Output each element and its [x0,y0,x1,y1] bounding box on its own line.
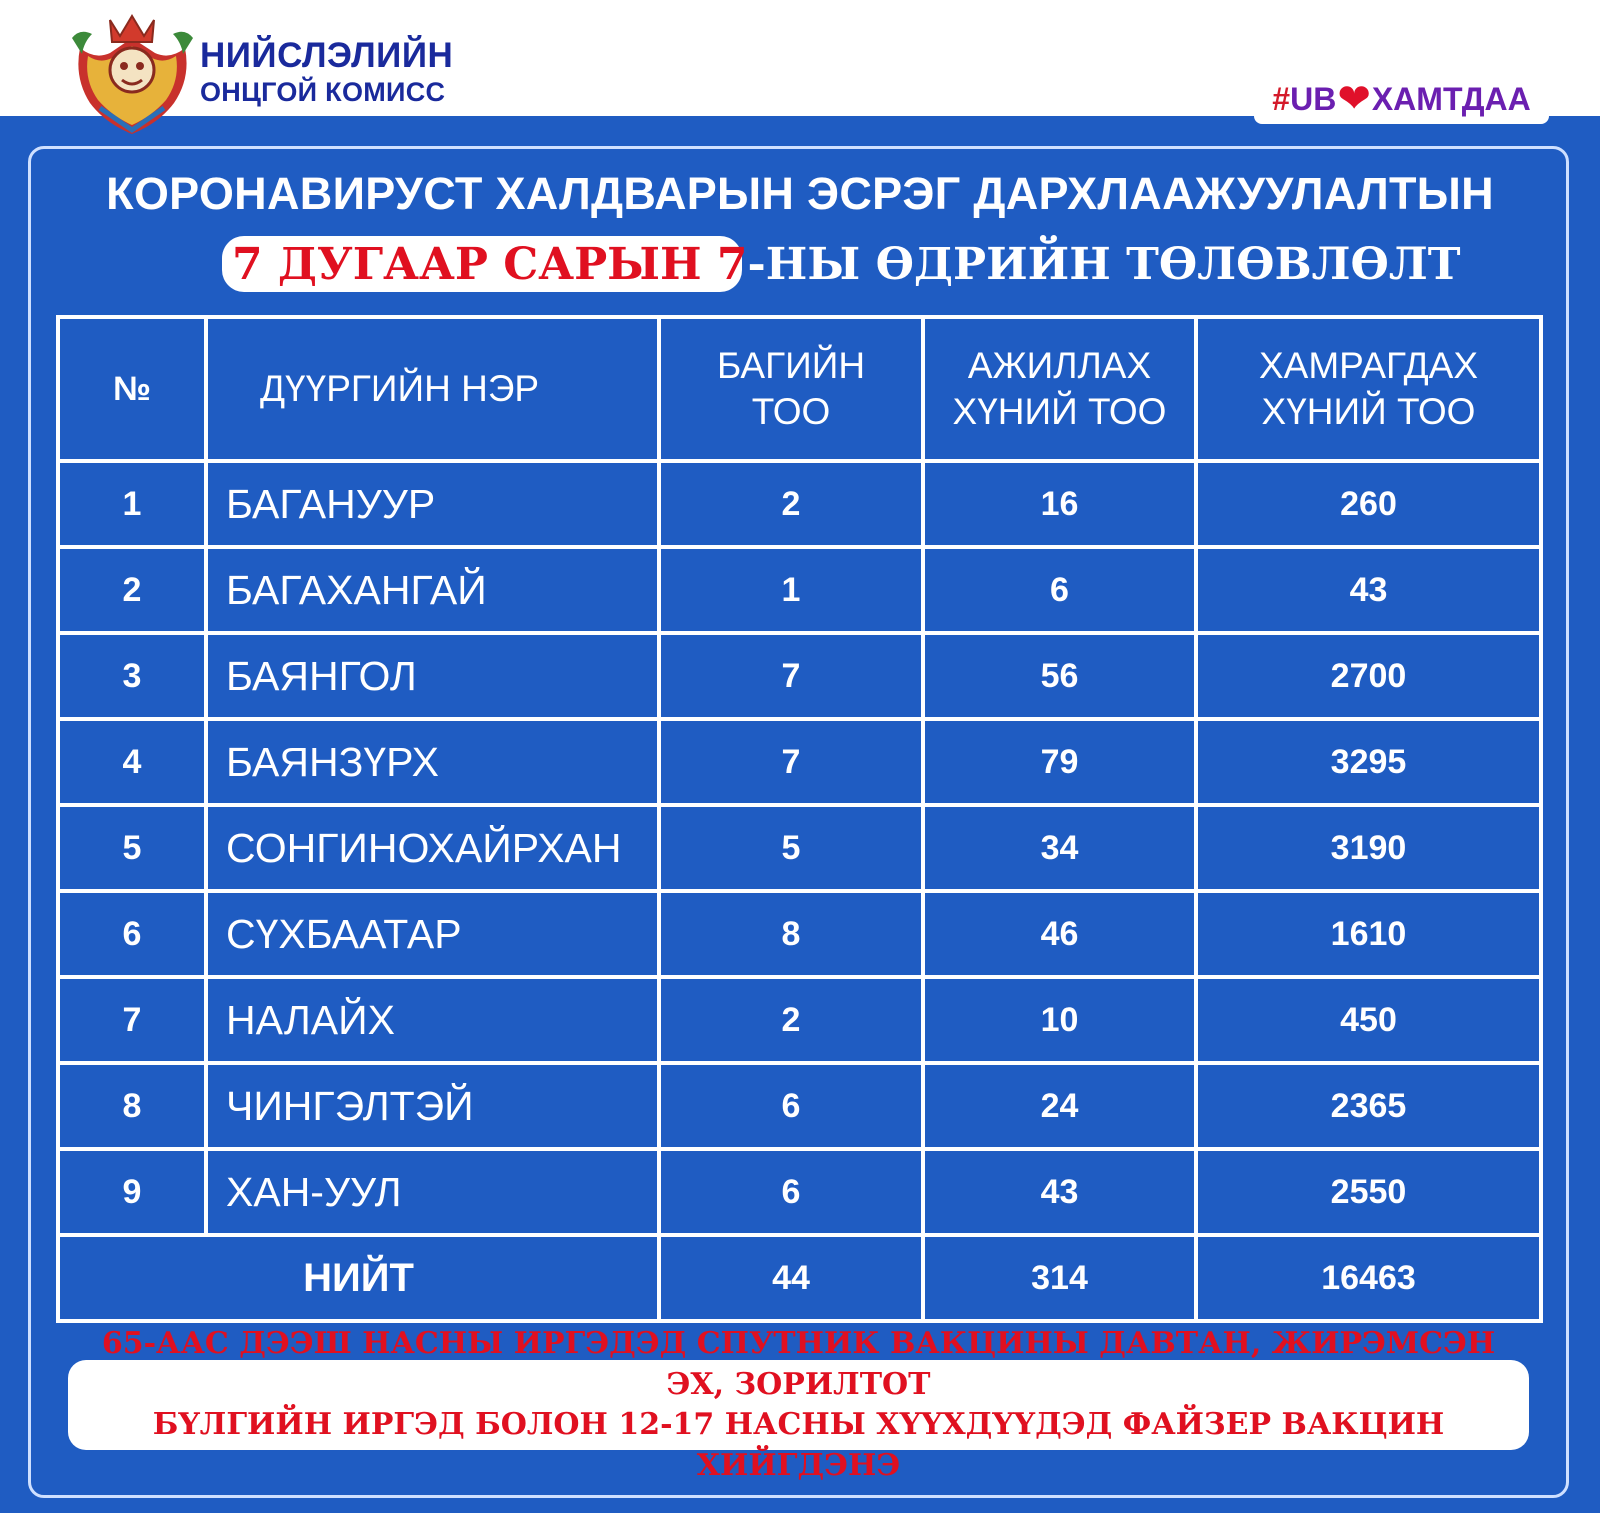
team-count: 1 [659,547,923,633]
district-name: БАЯНЗҮРХ [206,719,659,805]
header-covered-line2: ХҮНИЙ ТОО [1261,391,1476,432]
row-number: 7 [58,977,206,1063]
team-count: 7 [659,633,923,719]
district-name: ЧИНГЭЛТЭЙ [206,1063,659,1149]
table-row [58,891,1541,977]
table-header-row [58,317,1541,461]
covered-count: 3190 [1196,805,1541,891]
district-name: БАЯНГОЛ [206,633,659,719]
hashtag-prefix: UB [1290,80,1337,117]
total-label: НИЙТ [58,1235,659,1321]
team-count: 7 [659,719,923,805]
covered-count: 3295 [1196,719,1541,805]
header-workers-line2: ХҮНИЙ ТОО [952,391,1167,432]
team-count: 5 [659,805,923,891]
row-number: 3 [58,633,206,719]
covered-count: 260 [1196,461,1541,547]
header-covered-line1: ХАМРАГДАХ [1258,344,1479,386]
total-team-count: 44 [659,1235,923,1321]
header-district: ДҮҮРГИЙН НЭР [206,317,659,461]
heart-icon: ❤ [1337,77,1371,121]
table-total-row [58,1235,1541,1321]
district-name: СОНГИНОХАЙРХАН [206,805,659,891]
poster-title-line1: КОРОНАВИРУСТ ХАЛДВАРЫН ЭСРЭГ ДАРХЛААЖУУЛАЛТЫН [106,168,1494,219]
campaign-hashtag [1254,74,1549,124]
worker-count: 6 [923,547,1196,633]
table-row [58,719,1541,805]
team-count: 2 [659,461,923,547]
org-name-line1: НИЙСЛЭЛИЙН [200,36,454,75]
city-emblem-icon [70,8,195,136]
row-number: 2 [58,547,206,633]
row-number: 6 [58,891,206,977]
footer-notice [68,1326,1529,1483]
table-row [58,461,1541,547]
covered-count: 2365 [1196,1063,1541,1149]
covered-count: 2700 [1196,633,1541,719]
header-teams-line2: ТОО [751,391,831,432]
covered-count: 1610 [1196,891,1541,977]
date-highlight: 7 ДУГААР САРЫН 7 [232,238,748,290]
table-row [58,547,1541,633]
poster-title-line2 [232,236,1461,292]
table-row [58,1149,1541,1235]
covered-count: 2550 [1196,1149,1541,1235]
row-number: 8 [58,1063,206,1149]
worker-count: 16 [923,461,1196,547]
title-line2-rest: -НЫ ӨДРИЙН ТӨЛӨВЛӨЛТ [747,238,1461,290]
row-number: 4 [58,719,206,805]
worker-count: 79 [923,719,1196,805]
row-number: 5 [58,805,206,891]
worker-count: 46 [923,891,1196,977]
district-name: НАЛАЙХ [206,977,659,1063]
header-teams-line1: БАГИЙН [716,344,866,386]
vaccination-plan-table [56,315,1539,1323]
row-number: 1 [58,461,206,547]
district-name: СҮХБААТАР [206,891,659,977]
table-row [58,805,1541,891]
organization-name [200,38,453,106]
table-row [58,1063,1541,1149]
table-row [58,977,1541,1063]
org-name-line2: ОНЦГОЙ КОМИСС [200,77,446,107]
team-count: 8 [659,891,923,977]
covered-count: 450 [1196,977,1541,1063]
row-number: 9 [58,1149,206,1235]
team-count: 6 [659,1063,923,1149]
footer-notice-line1: 65-ААС ДЭЭШ НАСНЫ ИРГЭДЭД СПУТНИК ВАКЦИНЫ ДАВТАН, ЖИРЭМСЭН ЭХ, ЗОРИЛТОТ [101,1326,1496,1402]
team-count: 2 [659,977,923,1063]
worker-count: 56 [923,633,1196,719]
total-worker-count: 314 [923,1235,1196,1321]
header-covered [1196,317,1541,461]
worker-count: 24 [923,1063,1196,1149]
header-number: № [58,317,206,461]
worker-count: 10 [923,977,1196,1063]
hashtag-word: ХАМТДАА [1371,80,1531,117]
team-count: 6 [659,1149,923,1235]
total-covered-count: 16463 [1196,1235,1541,1321]
table-row [58,633,1541,719]
covered-count: 43 [1196,547,1541,633]
district-name: БАГАНУУР [206,461,659,547]
header-workers-line1: АЖИЛЛАХ [967,344,1152,386]
header-teams [659,317,923,461]
worker-count: 34 [923,805,1196,891]
footer-notice-line2: БҮЛГИЙН ИРГЭД БОЛОН 12-17 НАСНЫ ХҮҮХДҮҮДЭД ФАЙЗЕР ВАКЦИН ХИЙГДЭНЭ [152,1407,1445,1483]
district-name: ХАН-УУЛ [206,1149,659,1235]
header-workers [923,317,1196,461]
hashtag-symbol: # [1272,80,1291,117]
district-name: БАГАХАНГАЙ [206,547,659,633]
worker-count: 43 [923,1149,1196,1235]
